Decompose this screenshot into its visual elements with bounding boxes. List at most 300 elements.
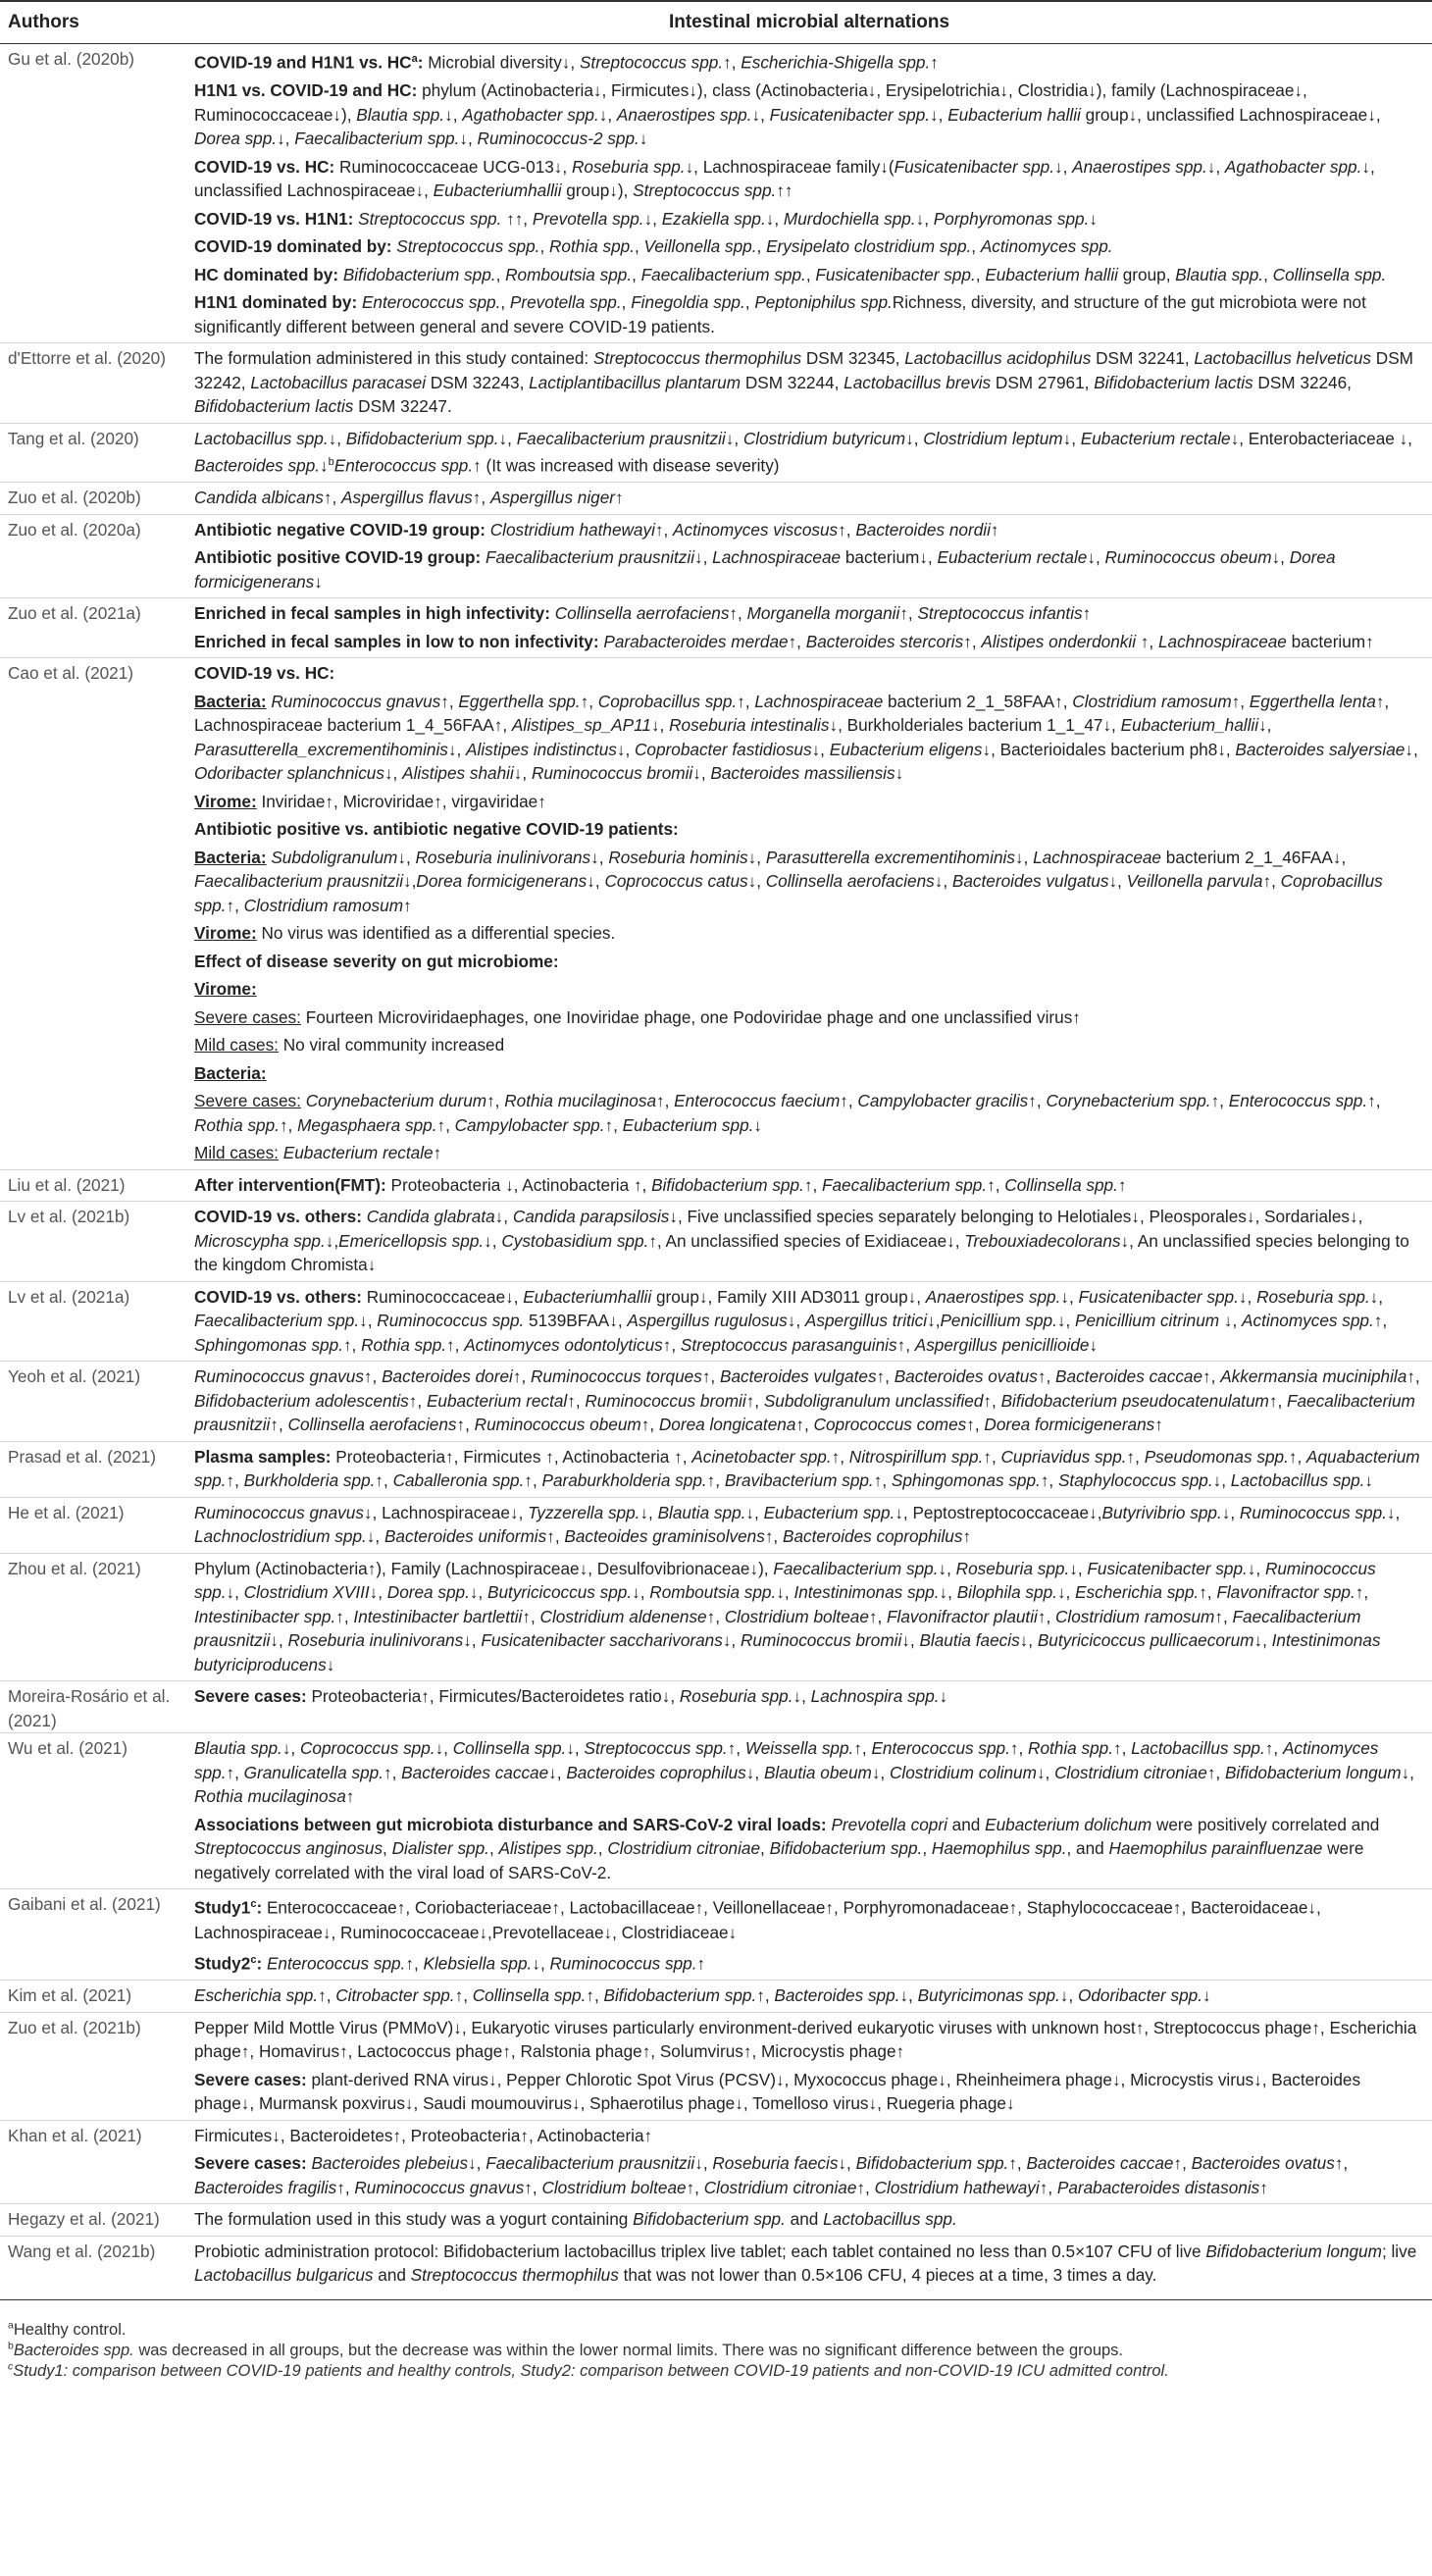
- text-segment: ↑,: [1231, 691, 1250, 711]
- text-segment: Veillonella parvula: [1126, 871, 1263, 892]
- text-segment: ↓,: [930, 104, 948, 125]
- text-segment: Eubacterium rectale: [1080, 428, 1231, 448]
- text-segment: DSM 27961,: [991, 372, 1095, 392]
- text-segment: Dorea formicigenerans: [416, 871, 588, 892]
- footnote: [8, 2361, 1432, 2382]
- table-row: [0, 1169, 1432, 1202]
- text-segment: Lactobacillus paracasei: [250, 372, 427, 392]
- text-segment: ↑,: [408, 1390, 427, 1411]
- text-segment: Severe cases:: [194, 2153, 312, 2174]
- text-segment: Faecalibacterium prausnitzii: [194, 1390, 1415, 1435]
- text-segment: Proteobacteria↑, Firmicutes ↑, Actinobacteria ↑,: [335, 1446, 692, 1467]
- text-segment: Ruminococcus obeum: [474, 1415, 641, 1435]
- text-segment: ; live: [1381, 2241, 1417, 2261]
- text-segment: ↑,: [226, 1762, 244, 1782]
- text-segment: ↑,: [1367, 1091, 1381, 1111]
- text-segment: Anaerostipes spp.: [616, 104, 752, 125]
- text-segment: Rothia spp.: [361, 1334, 447, 1355]
- text-segment: ↓,: [598, 104, 617, 125]
- table-row: [0, 658, 1432, 1170]
- text-segment: ↓,: [1206, 156, 1225, 177]
- text-segment: ↑,: [586, 1985, 604, 2006]
- text-segment: Severe cases:: [194, 1686, 312, 1707]
- text-segment: bacterium 2_1_58FAA↑,: [883, 691, 1073, 711]
- text-segment: ↑: [696, 1953, 706, 1974]
- text-segment: Ruminococcus obeum: [1104, 547, 1272, 568]
- text-segment: Lactobacillus acidophilus: [904, 348, 1092, 369]
- text-segment: Anaerostipes spp.: [1072, 156, 1207, 177]
- text-segment: Lactobacillus spp.: [1230, 1470, 1365, 1491]
- text-segment: Antibiotic positive COVID-19 group:: [194, 547, 486, 568]
- alternation-paragraph: [194, 1984, 1424, 2008]
- text-segment: ↓,: [590, 847, 609, 867]
- text-segment: Ruminococcaceae UCG-013↓,: [339, 156, 572, 177]
- text-segment: Prevotella spp.: [509, 292, 622, 313]
- author-cell: Prasad et al. (2021): [0, 1441, 186, 1497]
- text-segment: ↓,: [745, 1762, 764, 1782]
- text-segment: Roseburia inulinivorans: [287, 1630, 464, 1651]
- text-segment: b: [328, 456, 334, 469]
- text-segment: ↓: [639, 129, 648, 149]
- text-segment: Bifidobacterium longum: [1224, 1762, 1402, 1782]
- text-segment: Clostridium hathewayi: [874, 2177, 1040, 2197]
- text-segment: Ruminococcaceae↓,: [366, 1286, 524, 1307]
- alternations-cell: [186, 2120, 1432, 2204]
- text-segment: ↑,: [1373, 1311, 1388, 1331]
- text-segment: DSM 32242,: [194, 348, 1413, 392]
- text-segment: Mild cases:: [194, 1143, 279, 1163]
- text-segment: ↓: [753, 1114, 762, 1135]
- text-segment: Bacteroides coprophilus: [566, 1762, 746, 1782]
- text-segment: Rothia spp.: [194, 1114, 280, 1135]
- text-segment: Dorea spp.: [194, 129, 278, 149]
- text-segment: ↑,: [706, 1470, 725, 1491]
- text-segment: ↓,: [692, 763, 711, 784]
- author-cell: He et al. (2021): [0, 1497, 186, 1553]
- text-segment: Blautia spp.: [657, 1502, 746, 1522]
- text-segment: Bacteoides graminisolvens: [564, 1526, 765, 1547]
- text-segment: Clostridium ramosum: [243, 895, 404, 915]
- text-segment: ↓,: [566, 1738, 585, 1759]
- author-cell: Gu et al. (2020b): [0, 44, 186, 343]
- text-segment: ↑,: [512, 1366, 531, 1387]
- text-segment: Weissella spp.: [744, 1738, 854, 1759]
- text-segment: Bifidobacterium longum: [1205, 2241, 1382, 2261]
- text-segment: Fusicatenibacter saccharivorans: [481, 1630, 723, 1651]
- alternations-cell: [186, 2236, 1432, 2299]
- text-segment: ↑,: [896, 1334, 915, 1355]
- alternations-cell: [186, 2204, 1432, 2237]
- text-segment: ↓,: [1056, 1311, 1076, 1331]
- text-segment: Intestinimonas butyriciproducens: [194, 1630, 1381, 1674]
- alternation-paragraph: [194, 1684, 1424, 1709]
- text-segment: ↑,: [546, 1526, 565, 1547]
- text-segment: Murdochiella spp.: [783, 208, 916, 229]
- text-segment: Enterococcus spp.: [333, 455, 474, 476]
- text-segment: Actinomyces viscosus: [673, 519, 839, 540]
- text-segment: Fusicatenibacter spp.: [1087, 1558, 1248, 1578]
- text-segment: ↑,: [472, 488, 490, 508]
- alternation-paragraph: [194, 1501, 1424, 1549]
- text-segment: ,: [634, 236, 644, 257]
- text-segment: Dorea formicigenerans: [194, 547, 1336, 592]
- text-segment: Alistipes indistinctus: [466, 739, 617, 759]
- text-segment: Candida parapsilosis: [512, 1207, 670, 1227]
- text-segment: ↓: [1089, 208, 1098, 229]
- text-segment: ↑,: [1202, 1366, 1221, 1387]
- text-segment: Ruminococcus gnavus: [194, 1366, 364, 1387]
- text-segment: ↑,: [456, 1415, 475, 1435]
- text-segment: ↓,: [498, 428, 517, 448]
- text-segment: Tyzzerella spp.: [528, 1502, 640, 1522]
- text-segment: ↑,: [446, 1334, 465, 1355]
- text-segment: ↓, Burkholderiales bacterium 1_1_47↓,: [829, 715, 1121, 736]
- text-segment: Butyricimonas spp.: [917, 1985, 1060, 2006]
- text-segment: ↓, An unclassified species belonging to the kingdom Chromista↓: [194, 1230, 1409, 1275]
- text-segment: ↓,: [938, 1558, 956, 1578]
- text-segment: ↑,: [405, 1953, 424, 1974]
- text-segment: 5139BFAA↓,: [524, 1311, 628, 1331]
- text-segment: Lactobacillus spp.: [823, 2209, 957, 2230]
- text-segment: Streptococcus thermophilus: [410, 2265, 619, 2286]
- text-segment: ↓,: [765, 208, 784, 229]
- text-segment: ,: [922, 1838, 932, 1859]
- text-segment: Blautia spp.: [1175, 264, 1264, 284]
- text-segment: Bacteroides spp.: [194, 455, 321, 476]
- table-row: [0, 44, 1432, 343]
- text-segment: ↓: [1089, 1334, 1099, 1355]
- alternation-paragraph: [194, 790, 1424, 814]
- text-segment: Clostridium butyricum: [742, 428, 906, 448]
- text-segment: ,: [383, 1838, 392, 1859]
- alternations-cell: [186, 1202, 1432, 1282]
- text-segment: Bilophila spp.: [956, 1582, 1057, 1603]
- text-segment: ↓: [1202, 1985, 1211, 2006]
- text-segment: ↑,: [1214, 1606, 1233, 1626]
- text-segment: ↑,: [1112, 1738, 1132, 1759]
- text-segment: Faecalibacterium spp.: [773, 1558, 939, 1578]
- text-segment: Parasutterella_excrementihominis: [194, 739, 448, 759]
- table-row: [0, 1733, 1432, 1889]
- text-segment: Eubacterium rectale: [282, 1143, 434, 1163]
- text-segment: ↓,: [643, 208, 662, 229]
- text-segment: Study2: [194, 1953, 251, 1974]
- text-segment: Faecalibacterium prausnitzii: [516, 428, 726, 448]
- text-segment: Bacteroides spp.: [774, 1985, 900, 2006]
- text-segment: ↑,: [1199, 1582, 1217, 1603]
- text-segment: Haemophilus spp.: [931, 1838, 1067, 1859]
- text-segment: ↑,: [838, 519, 856, 540]
- text-segment: Streptococcus infantis: [917, 603, 1083, 624]
- text-segment: Rothia spp.: [549, 236, 635, 257]
- text-segment: Faecalibacterium spp.: [640, 264, 806, 284]
- text-segment: ↑↑,: [501, 208, 533, 229]
- text-segment: COVID-19 vs. others:: [194, 1207, 367, 1227]
- text-segment: ↑: [1117, 1174, 1127, 1195]
- text-segment: H1N1 vs. COVID-19 and HC:: [194, 80, 423, 101]
- text-segment: Blautia faecis: [919, 1630, 1020, 1651]
- text-segment: ↓,: [366, 1526, 384, 1547]
- author-cell: Wang et al. (2021b): [0, 2236, 186, 2299]
- text-segment: Eubacterium dolichum: [985, 1814, 1152, 1834]
- text-segment: ↓,: [513, 763, 532, 784]
- text-segment: DSM 32345,: [801, 348, 905, 369]
- text-segment: ↑,: [270, 1415, 288, 1435]
- text-segment: Fusicatenibacter spp.: [815, 264, 976, 284]
- text-segment: ↑: [1154, 1415, 1163, 1435]
- text-segment: ↓,: [325, 1230, 339, 1251]
- table-row: [0, 598, 1432, 658]
- text-segment: ↑,: [1037, 1366, 1056, 1387]
- text-segment: ↑,: [840, 1091, 858, 1111]
- text-segment: ↑,: [756, 1985, 775, 2006]
- text-segment: group↓, unclassified Lachnospiraceae↓,: [1080, 104, 1381, 125]
- text-segment: ↑,: [1040, 1470, 1058, 1491]
- author-cell: Kim et al. (2021): [0, 1981, 186, 2013]
- author-cell: Moreira-Rosário et al. (2021): [0, 1681, 186, 1733]
- text-segment: Alistipes spp.: [498, 1838, 598, 1859]
- text-segment: c: [250, 1954, 257, 1967]
- text-segment: ↑,: [856, 2177, 875, 2197]
- table-row: [0, 483, 1432, 515]
- alternation-paragraph: [194, 1141, 1424, 1165]
- text-segment: ↑,: [963, 631, 982, 651]
- text-segment: Blautia obeum: [763, 1762, 872, 1782]
- text-segment: ↓,: [1219, 1311, 1243, 1331]
- text-segment: ↑,: [1334, 2153, 1349, 2174]
- text-segment: ↓,: [899, 1985, 918, 2006]
- alternations-cell: [186, 1362, 1432, 1442]
- text-segment: Antibiotic negative COVID-19 group:: [194, 519, 490, 540]
- author-cell: Zuo et al. (2021b): [0, 2012, 186, 2120]
- text-segment: Intestinibacter bartlettii: [353, 1606, 523, 1626]
- alternation-paragraph: [194, 1813, 1424, 1885]
- text-segment: Bacteroides nordii: [855, 519, 991, 540]
- text-segment: ↓, Five unclassified species separately belonging to Helotiales↓, Pleosporales↓, Sordariales↓,: [669, 1207, 1363, 1227]
- text-segment: ↓,: [905, 428, 924, 448]
- text-segment: ↑,: [654, 519, 674, 540]
- text-segment: Streptococcus parasanguinis: [680, 1334, 897, 1355]
- footnote-text: Study1: comparison between COVID-19 patients and healthy controls, Study2: comparison between COVID-19 patients and non-COVID-19 ICU admitted control.: [13, 2361, 1169, 2380]
- text-segment: Bifidobacterium spp.: [345, 428, 499, 448]
- text-segment: Ruminococcus-2 spp.: [477, 129, 639, 149]
- text-segment: Plasma samples:: [194, 1446, 336, 1467]
- table-header: [0, 1, 1432, 44]
- text-segment: Virome:: [194, 923, 257, 944]
- table-row: [0, 1202, 1432, 1282]
- text-segment: :: [256, 1898, 267, 1919]
- text-segment: ↑,: [1037, 1606, 1056, 1626]
- text-segment: Lachnospiraceae: [1033, 847, 1161, 867]
- alternation-paragraph: [194, 263, 1424, 287]
- text-segment: Enterococcus spp.: [1228, 1091, 1368, 1111]
- text-segment: Effect of disease severity on gut microbiome:: [194, 951, 559, 971]
- text-segment: ↓,: [468, 2153, 486, 2174]
- text-segment: Faecalibacterium prausnitzii: [194, 1606, 1361, 1651]
- text-segment: ↑,: [983, 1390, 1001, 1411]
- text-segment: Eubacterium rectal: [426, 1390, 568, 1411]
- text-segment: ↑,: [727, 1738, 745, 1759]
- text-segment: ↑,: [987, 1174, 1005, 1195]
- text-segment: Trebouxiadecolorans: [964, 1230, 1121, 1251]
- text-segment: Escherichia-Shigella spp.: [741, 52, 931, 73]
- text-segment: Aspergillus flavus: [341, 488, 473, 508]
- alternation-paragraph: [194, 486, 1424, 510]
- text-segment: Ruminococcus spp.: [549, 1953, 697, 1974]
- text-segment: ↓,: [776, 1582, 794, 1603]
- text-segment: Clostridium colinum: [889, 1762, 1037, 1782]
- text-segment: ↑,: [1210, 1091, 1229, 1111]
- text-segment: ↑: [930, 52, 939, 73]
- text-segment: ↑,: [966, 1415, 985, 1435]
- text-segment: Proteobacteria ↓, Actinobacteria ↑,: [390, 1174, 652, 1195]
- text-segment: ↑,: [524, 2177, 542, 2197]
- text-segment: ↓: [314, 571, 323, 592]
- text-segment: Lactobacillus helveticus: [1194, 348, 1371, 369]
- text-segment: Bacteroides massiliensis: [710, 763, 895, 784]
- text-segment: Severe cases:: [194, 1006, 301, 1027]
- text-segment: Coprococcus spp.: [299, 1738, 435, 1759]
- author-cell: d'Ettorre et al. (2020): [0, 343, 186, 424]
- text-segment: ↑,: [436, 1114, 455, 1135]
- text-segment: ↓, Peptostreptococcaceae↓,: [895, 1502, 1102, 1522]
- text-segment: Virome:: [194, 791, 257, 811]
- text-segment: ↑,: [831, 1446, 849, 1467]
- text-segment: Eubacteriumhallii: [433, 180, 562, 201]
- text-segment: :: [256, 1953, 267, 1974]
- text-segment: Faecalibacterium spp.: [822, 1174, 988, 1195]
- text-segment: Cupriavidus spp.: [1000, 1446, 1127, 1467]
- text-segment: bacterium↑: [1286, 631, 1374, 651]
- text-segment: Blautia spp.: [194, 1738, 282, 1759]
- text-segment: ↑,: [868, 1606, 888, 1626]
- text-segment: Bacteroides vulgates: [719, 1366, 877, 1387]
- text-segment: Enterococcaceae↑, Coriobacteriaceae↑, Lactobacillaceae↑, Veillonellaceae↑, Porphyromonadaceae↑, Staphylococcaceae↑, Bacteroidaceae↓, Lachnospiraceae↓, Ruminococcaceae↓,Prevotellaceae↓, Clostridiaceae↓: [194, 1898, 1321, 1942]
- text-segment: ↑,: [1406, 1366, 1420, 1387]
- text-segment: ,: [632, 264, 641, 284]
- alternation-paragraph: [194, 690, 1424, 786]
- alternations-cell: [186, 1441, 1432, 1497]
- text-segment: ↓,: [1238, 1286, 1257, 1307]
- text-segment: Ruminococcus bromii: [531, 763, 693, 784]
- text-segment: Dorea longicatena: [658, 1415, 796, 1435]
- text-segment: group,: [1117, 264, 1176, 284]
- text-segment: ↑,: [1173, 2153, 1192, 2174]
- text-segment: Clostridium leptum: [923, 428, 1063, 448]
- text-segment: Collinsella spp.: [1272, 264, 1387, 284]
- text-segment: ↓,: [369, 1582, 387, 1603]
- table-row: [0, 1889, 1432, 1981]
- text-segment: HC dominated by:: [194, 264, 343, 284]
- table-row: [0, 1281, 1432, 1362]
- text-segment: , and: [1066, 1838, 1109, 1859]
- text-segment: ↓,: [722, 1630, 741, 1651]
- text-segment: ↑, An unclassified species of Exidiaceae↓,: [648, 1230, 965, 1251]
- text-segment: ↓: [895, 763, 904, 784]
- text-segment: Collinsella spp.: [472, 1985, 587, 2006]
- text-segment: ↓,: [1060, 1286, 1079, 1307]
- text-segment: Clostridium aldenense: [539, 1606, 707, 1626]
- alternation-paragraph: [194, 817, 1424, 842]
- text-segment: Roseburia intestinalis: [669, 715, 830, 736]
- text-segment: ↑, Lachnospiraceae bacterium 1_4_56FAA↑,: [194, 691, 1390, 736]
- alternation-paragraph: [194, 846, 1424, 918]
- text-segment: ↓: [326, 1654, 335, 1674]
- text-segment: Bacteroides plebeius: [311, 2153, 469, 2174]
- text-segment: Coprococcus catus: [604, 871, 748, 892]
- text-segment: Pseudomonas spp.: [1144, 1446, 1289, 1467]
- text-segment: Collinsella aerofaciens: [765, 871, 935, 892]
- text-segment: Bacteroides stercoris: [805, 631, 964, 651]
- text-segment: Antibiotic positive vs. antibiotic negative COVID-19 patients:: [194, 819, 679, 840]
- text-segment: Parasutterella excrementihominis: [765, 847, 1015, 867]
- text-segment: Bacteroides salyersiae: [1235, 739, 1406, 759]
- text-segment: a: [411, 53, 418, 65]
- text-segment: Staphylococcus spp.: [1057, 1470, 1213, 1491]
- text-segment: Richness, diversity, and structure of the gut microbiota were not significantly different between general and severe COVID-19 patients.: [194, 292, 1366, 336]
- text-segment: ↓,: [277, 129, 295, 149]
- text-segment: Enterococcus spp.: [266, 1953, 406, 1974]
- text-segment: ↓,: [469, 1582, 488, 1603]
- text-segment: Bacteria:: [194, 847, 267, 867]
- text-segment: ↑,: [788, 631, 806, 651]
- text-segment: Blautia spp.: [356, 104, 445, 125]
- text-segment: Faecalibacterium prausnitzii: [486, 2153, 695, 2174]
- text-segment: Butyrivibrio spp.: [1101, 1502, 1222, 1522]
- text-segment: COVID-19 vs. HC:: [194, 663, 335, 684]
- text-segment: Severe cases:: [194, 1091, 301, 1111]
- text-segment: Romboutsia spp.: [649, 1582, 777, 1603]
- text-segment: ↓,: [548, 1762, 567, 1782]
- text-segment: Aquabacterium spp.: [194, 1446, 1420, 1491]
- text-segment: ↓,: [587, 871, 605, 892]
- text-segment: ↑,: [1008, 2153, 1027, 2174]
- text-segment: ↓,: [632, 1582, 650, 1603]
- text-segment: Morganella morganii: [746, 603, 900, 624]
- text-segment: Butyricicoccus pullicaecorum: [1037, 1630, 1254, 1651]
- text-segment: Clostridium citroniae: [703, 2177, 857, 2197]
- alternation-paragraph: [194, 950, 1424, 974]
- text-segment: Pepper Mild Mottle Virus (PMMoV)↓, Eukaryotic viruses particularly environment-derived eukaryotic viruses with unknown host↑, Streptococcus phage↑, Escherichia phage↑, Homavirus↑, Lactococcus phage↑, Ralstonia phage↑, Solumvirus↑, Microcystis phage↑: [194, 2017, 1417, 2062]
- text-segment: Collinsella aerofaciens: [287, 1415, 457, 1435]
- text-segment: Intestinimonas spp.: [793, 1582, 940, 1603]
- text-segment: Paraburkholderia spp.: [541, 1470, 707, 1491]
- alternation-paragraph: [194, 234, 1424, 259]
- text-segment: Odoribacter splanchnicus: [194, 763, 384, 784]
- text-segment: Bifidobacterium spp.: [603, 1985, 757, 2006]
- text-segment: ↓,: [650, 715, 670, 736]
- text-segment: Eubacterium eligens: [829, 739, 983, 759]
- text-segment: Faecalibacterium prausnitzii: [485, 547, 695, 568]
- text-segment: Anaerostipes spp.: [925, 1286, 1061, 1307]
- text-segment: and: [785, 2209, 824, 2230]
- text-segment: ↓,: [793, 1686, 811, 1707]
- alternation-paragraph: [194, 1736, 1424, 1809]
- text-segment: ↑,: [1268, 1390, 1287, 1411]
- text-segment: Severe cases:: [194, 2069, 312, 2089]
- alternation-paragraph: [194, 2068, 1424, 2116]
- alternations-cell: [186, 1733, 1432, 1889]
- alternations-cell: [186, 44, 1432, 343]
- text-segment: Streptococcus thermophilus: [593, 348, 802, 369]
- text-segment: ↓,: [1247, 1558, 1265, 1578]
- text-segment: Ruminococcus gnavus: [194, 1502, 364, 1522]
- text-segment: ↑,: [899, 603, 918, 624]
- author-cell: Zuo et al. (2020a): [0, 514, 186, 598]
- text-segment: ↓,: [745, 1502, 764, 1522]
- text-segment: ↓,: [397, 847, 416, 867]
- text-segment: Campylobacter spp.: [454, 1114, 605, 1135]
